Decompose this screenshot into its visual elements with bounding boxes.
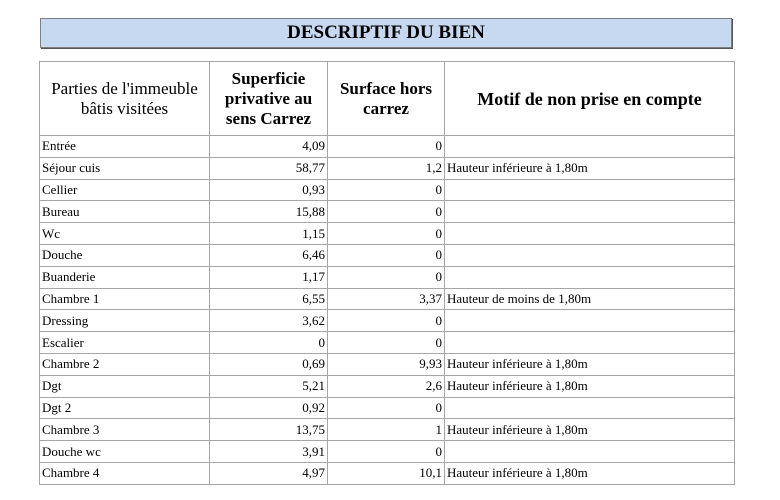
cell-hors-carrez: 1,2 bbox=[328, 157, 445, 179]
table-row bbox=[40, 223, 735, 245]
table-row bbox=[40, 310, 735, 332]
cell-carrez: 4,97 bbox=[210, 462, 328, 484]
cell-carrez: 6,46 bbox=[210, 244, 328, 266]
cell-partie: Douche wc bbox=[40, 441, 210, 463]
property-description-table-container bbox=[39, 61, 734, 485]
cell-hors-carrez: 0 bbox=[328, 332, 445, 354]
cell-carrez: 0,92 bbox=[210, 397, 328, 419]
column-header-partie: Parties de l'immeuble bâtis visitées bbox=[40, 62, 210, 136]
cell-carrez: 1,15 bbox=[210, 223, 328, 245]
table-row bbox=[40, 136, 735, 158]
column-header-hors-carrez: Surface hors carrez bbox=[328, 62, 445, 136]
cell-motif: Hauteur inférieure à 1,80m bbox=[445, 419, 735, 441]
cell-carrez: 0,69 bbox=[210, 353, 328, 375]
cell-hors-carrez: 0 bbox=[328, 201, 445, 223]
table-row bbox=[40, 441, 735, 463]
cell-hors-carrez: 0 bbox=[328, 266, 445, 288]
cell-partie: Wc bbox=[40, 223, 210, 245]
cell-hors-carrez: 0 bbox=[328, 310, 445, 332]
cell-carrez: 6,55 bbox=[210, 288, 328, 310]
cell-hors-carrez: 0 bbox=[328, 136, 445, 158]
cell-motif bbox=[445, 441, 735, 463]
cell-hors-carrez: 1 bbox=[328, 419, 445, 441]
cell-motif bbox=[445, 244, 735, 266]
cell-partie: Chambre 1 bbox=[40, 288, 210, 310]
cell-partie: Bureau bbox=[40, 201, 210, 223]
cell-motif: Hauteur inférieure à 1,80m bbox=[445, 157, 735, 179]
cell-hors-carrez: 0 bbox=[328, 223, 445, 245]
cell-motif bbox=[445, 223, 735, 245]
table-row bbox=[40, 353, 735, 375]
cell-carrez: 3,91 bbox=[210, 441, 328, 463]
cell-carrez: 0 bbox=[210, 332, 328, 354]
cell-motif bbox=[445, 266, 735, 288]
column-header-motif: Motif de non prise en compte bbox=[445, 62, 735, 136]
cell-carrez: 1,17 bbox=[210, 266, 328, 288]
cell-hors-carrez: 2,6 bbox=[328, 375, 445, 397]
cell-partie: Chambre 2 bbox=[40, 353, 210, 375]
table-row bbox=[40, 201, 735, 223]
cell-partie: Chambre 3 bbox=[40, 419, 210, 441]
table-row bbox=[40, 157, 735, 179]
column-header-carrez: Superficie privative au sens Carrez bbox=[210, 62, 328, 136]
property-description-table bbox=[39, 61, 735, 485]
cell-partie: Chambre 4 bbox=[40, 462, 210, 484]
cell-motif bbox=[445, 136, 735, 158]
document-title: DESCRIPTIF DU BIEN bbox=[40, 18, 732, 48]
table-body bbox=[40, 136, 735, 485]
cell-partie: Dgt bbox=[40, 375, 210, 397]
cell-motif: Hauteur inférieure à 1,80m bbox=[445, 375, 735, 397]
cell-motif: Hauteur inférieure à 1,80m bbox=[445, 462, 735, 484]
table-row bbox=[40, 462, 735, 484]
cell-carrez: 4,09 bbox=[210, 136, 328, 158]
cell-hors-carrez: 9,93 bbox=[328, 353, 445, 375]
table-row bbox=[40, 375, 735, 397]
table-row bbox=[40, 419, 735, 441]
table-row bbox=[40, 244, 735, 266]
cell-partie: Cellier bbox=[40, 179, 210, 201]
table-row bbox=[40, 179, 735, 201]
cell-motif bbox=[445, 332, 735, 354]
table-row bbox=[40, 288, 735, 310]
cell-carrez: 5,21 bbox=[210, 375, 328, 397]
cell-hors-carrez: 3,37 bbox=[328, 288, 445, 310]
cell-partie: Buanderie bbox=[40, 266, 210, 288]
cell-hors-carrez: 0 bbox=[328, 244, 445, 266]
cell-carrez: 15,88 bbox=[210, 201, 328, 223]
cell-partie: Séjour cuis bbox=[40, 157, 210, 179]
cell-hors-carrez: 0 bbox=[328, 179, 445, 201]
table-row bbox=[40, 397, 735, 419]
cell-motif bbox=[445, 310, 735, 332]
cell-hors-carrez: 0 bbox=[328, 397, 445, 419]
cell-carrez: 0,93 bbox=[210, 179, 328, 201]
table-row bbox=[40, 332, 735, 354]
cell-carrez: 58,77 bbox=[210, 157, 328, 179]
cell-motif: Hauteur de moins de 1,80m bbox=[445, 288, 735, 310]
cell-partie: Dressing bbox=[40, 310, 210, 332]
cell-motif bbox=[445, 179, 735, 201]
cell-motif bbox=[445, 201, 735, 223]
cell-hors-carrez: 10,1 bbox=[328, 462, 445, 484]
cell-carrez: 13,75 bbox=[210, 419, 328, 441]
cell-partie: Dgt 2 bbox=[40, 397, 210, 419]
cell-partie: Escalier bbox=[40, 332, 210, 354]
cell-partie: Douche bbox=[40, 244, 210, 266]
table-row bbox=[40, 266, 735, 288]
cell-motif bbox=[445, 397, 735, 419]
cell-partie: Entrée bbox=[40, 136, 210, 158]
cell-hors-carrez: 0 bbox=[328, 441, 445, 463]
table-header-row bbox=[40, 62, 735, 136]
cell-carrez: 3,62 bbox=[210, 310, 328, 332]
cell-motif: Hauteur inférieure à 1,80m bbox=[445, 353, 735, 375]
